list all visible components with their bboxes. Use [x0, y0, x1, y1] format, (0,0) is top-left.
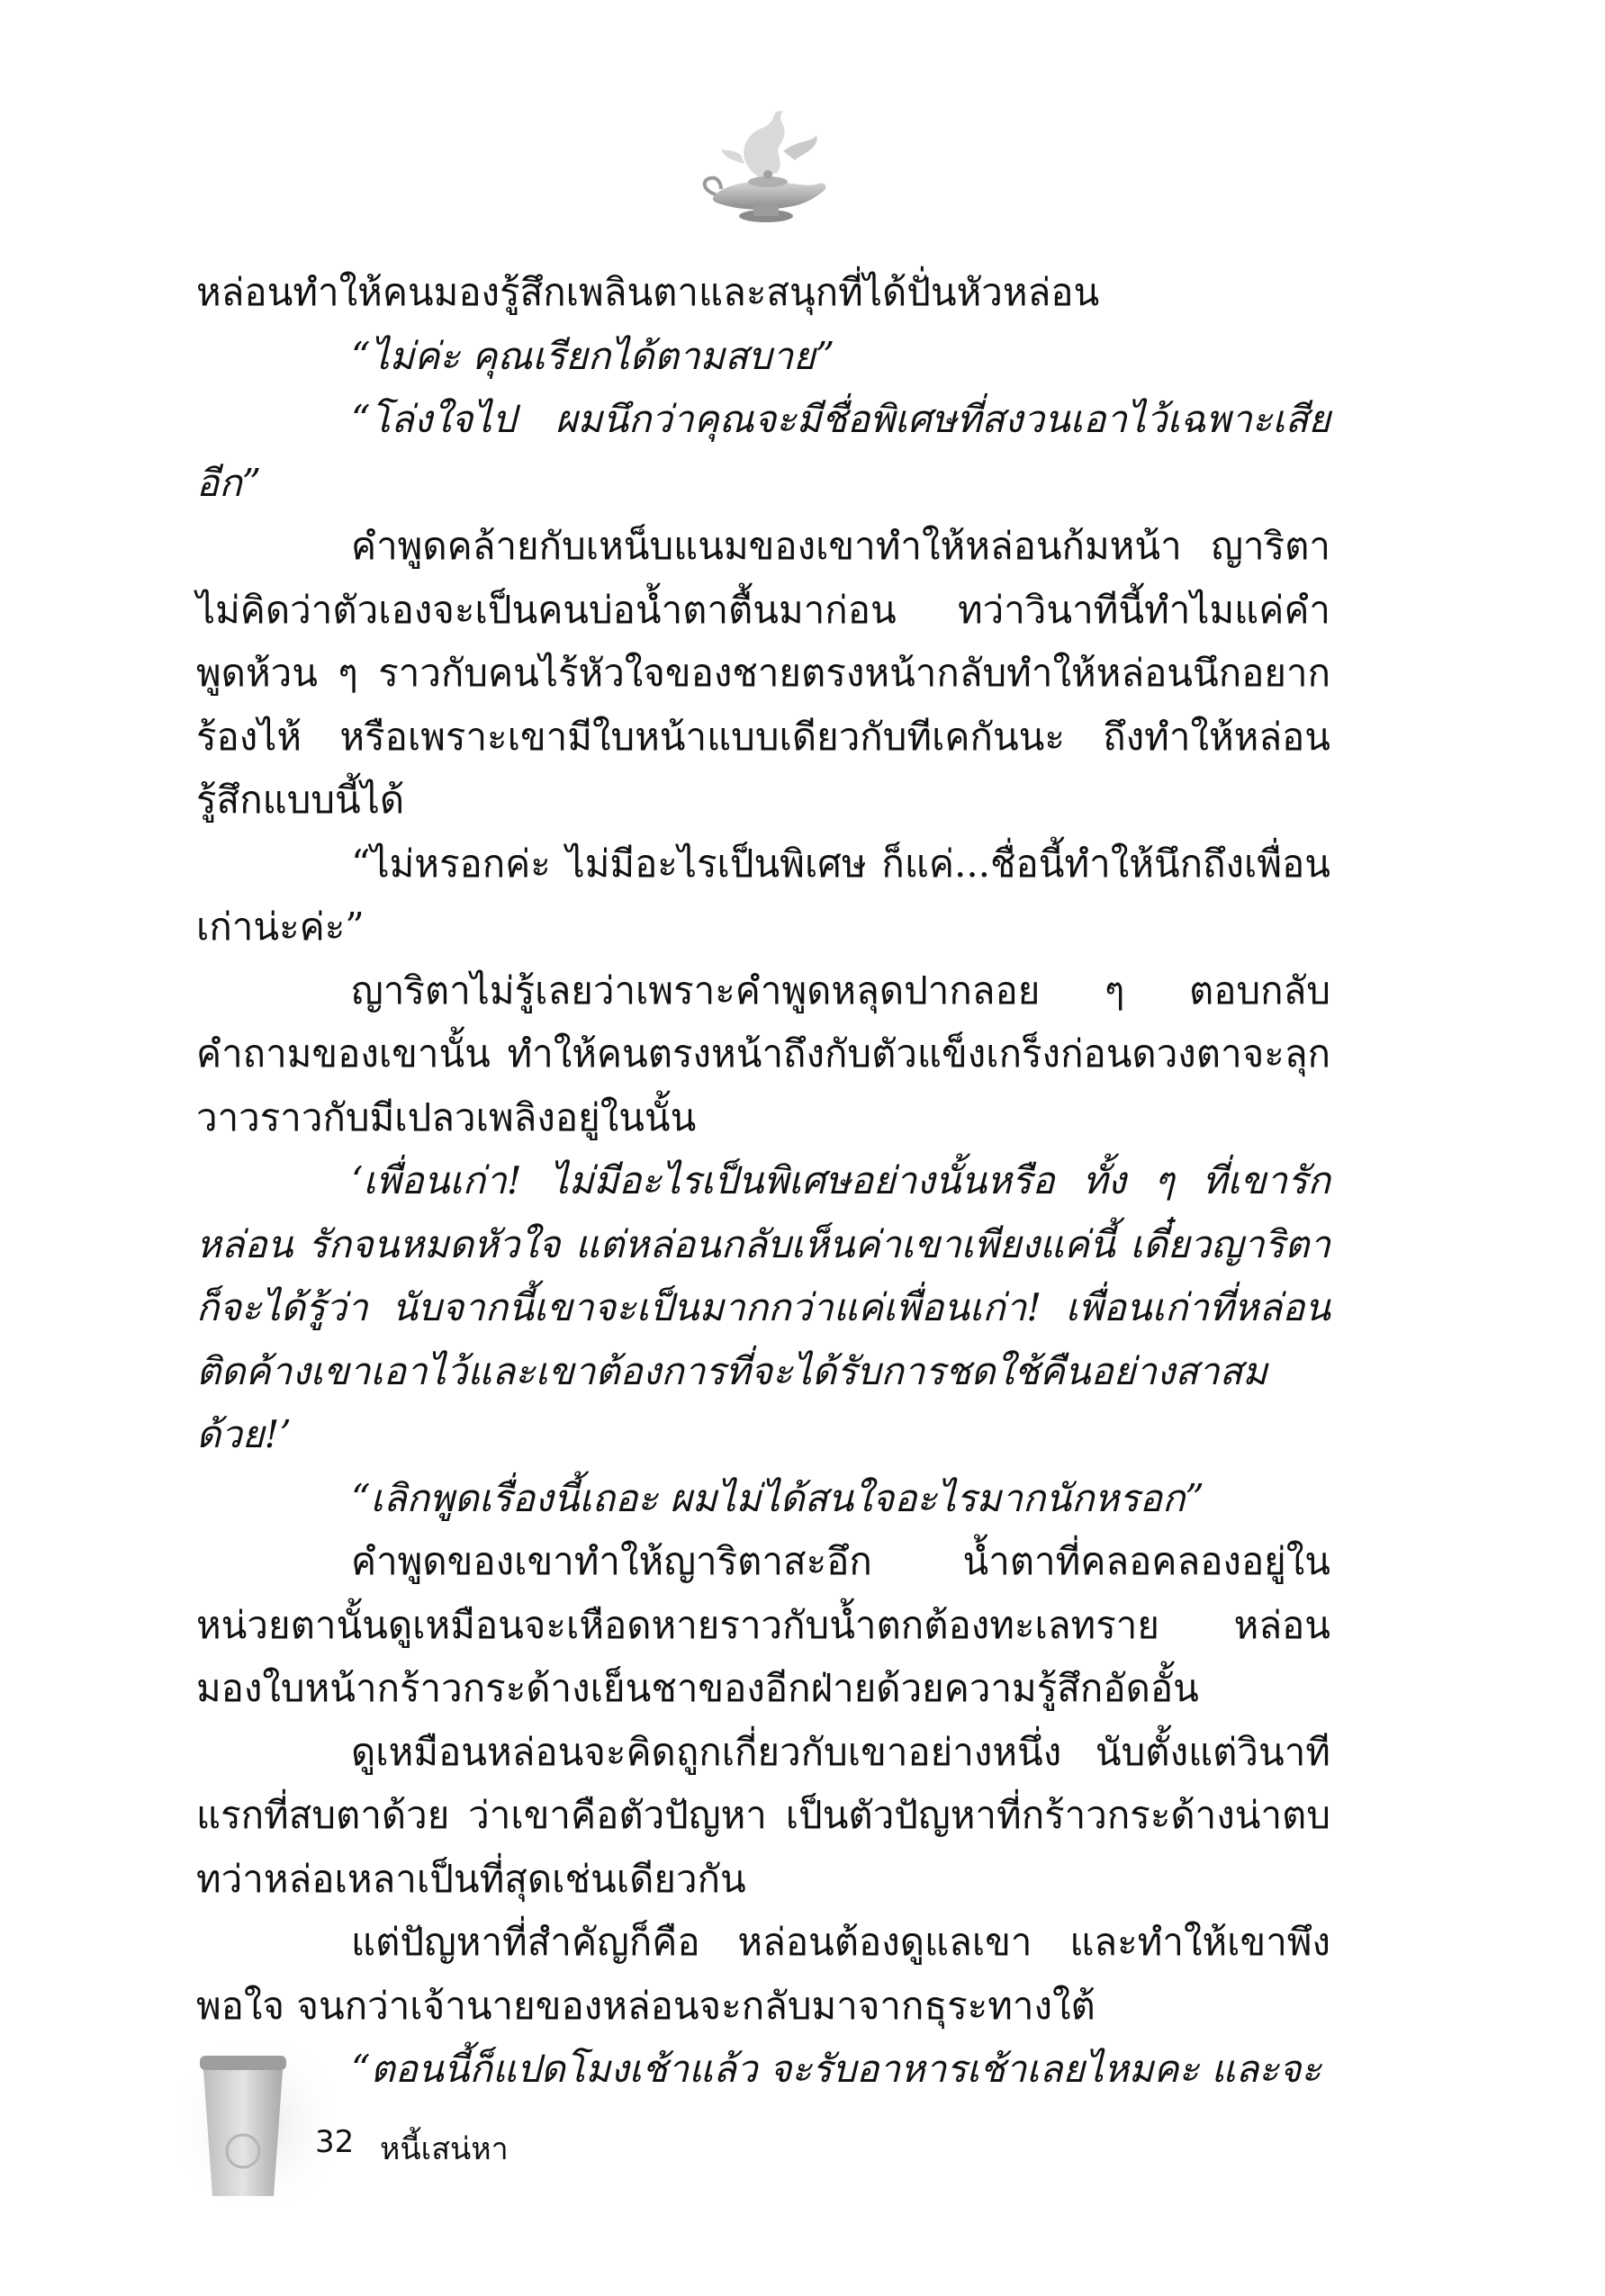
paragraph-11: แต่ปัญหาที่สำคัญก็คือ หล่อนต้องดูแลเขา และทำให้เขาพึงพอใจ จนกว่าเจ้านายของหล่อนจะกลับมาจากธุระทางใต้ — [196, 1920, 1330, 2028]
paragraph-6: ญาริตาไม่รู้เลยว่าเพราะคำพูดหลุดปากลอย ๆ ตอบกลับคำถามของเขานั้น ทำให้คนตรงหน้าถึงกับตัวแข็งเกร็งก่อนดวงตาจะลุกวาวราวกับมีเปลวเพลิงอยู่ในนั้น — [196, 968, 1330, 1139]
page-number: 32 — [315, 2124, 355, 2160]
paragraph-5: “ไม่หรอกค่ะ ไม่มีอะไรเป็นพิเศษ ก็แค่...ชื่อนี้ทำให้นึกถึงเพื่อนเก่าน่ะค่ะ” — [196, 841, 1330, 949]
page-footer — [180, 2043, 720, 2205]
paragraph-1: หล่อนทำให้คนมองรู้สึกเพลินตาและสนุกที่ได้ปั่นหัวหล่อน — [196, 270, 1100, 314]
paragraph-4: คำพูดคล้ายกับเหน็บแนมของเขาทำให้หล่อนก้มหน้า ญาริตาไม่คิดว่าตัวเองจะเป็นคนบ่อน้ำตาตื้นมาก่อน ทว่าวินาทีนี้ทำไมแค่คำพูดห้วน ๆ ราวกับคนไร้หัวใจของชายตรงหน้ากลับทำให้หล่อนนึกอยากร้องไห้ หรือเพราะเขามีใบหน้าแบบเดียวกับทีเคกันนะ ถึงทำให้หล่อนรู้สึกแบบนี้ได้ — [196, 524, 1330, 822]
book-title: หนี้เสน่หา — [380, 2131, 509, 2167]
paragraph-2: “ไม่ค่ะ คุณเรียกได้ตามสบาย” — [351, 333, 835, 378]
body-text — [196, 261, 1330, 2102]
paragraph-3: “โล่งใจไป ผมนึกว่าคุณจะมีชื่อพิเศษที่สงวนเอาไว้เฉพาะเสียอีก” — [196, 397, 1330, 505]
paragraph-12: “ตอนนี้ก็แปดโมงเช้าแล้ว จะรับอาหารเช้าเลยไหมคะ และจะ — [351, 2047, 1321, 2091]
paragraph-7: ‘เพื่อนเก่า! ไม่มีอะไรเป็นพิเศษอย่างนั้นหรือ ทั้ง ๆ ที่เขารักหล่อน รักจนหมดหัวใจ แต่หล่อนกลับเห็นค่าเขาเพียงแค่นี้ เดี๋ยวญาริตาก็จะได้รู้ว่า นับจากนี้เขาจะเป็นมากกว่าแค่เพื่อนเก่า! เพื่อนเก่าที่หล่อนติดค้างเขาเอาไว้และเขาต้องการที่จะได้รับการชดใช้คืนอย่างสาสมด้วย!’ — [196, 1158, 1330, 1456]
paragraph-8: “เลิกพูดเรื่องนี้เถอะ ผมไม่ได้สนใจอะไรมากนักหรอก” — [351, 1475, 1204, 1520]
magic-lamp-icon — [698, 108, 837, 230]
paragraph-10: ดูเหมือนหล่อนจะคิดถูกเกี่ยวกับเขาอย่างหนึ่ง นับตั้งแต่วินาทีแรกที่สบตาด้วย ว่าเขาคือตัวปัญหา เป็นตัวปัญหาที่กร้าวกระด้างน่าตบ ทว่าหล่อเหลาเป็นที่สุดเช่นเดียวกัน — [196, 1729, 1330, 1901]
paragraph-9: คำพูดของเขาทำให้ญาริตาสะอึก น้ำตาที่คลอคลองอยู่ในหน่วยตานั้นดูเหมือนจะเหือดหายราวกับน้ำตกต้องทะเลทราย หล่อนมองใบหน้ากร้าวกระด้างเย็นชาของอีกฝ่ายด้วยความรู้สึกอัดอั้น — [196, 1539, 1330, 1710]
coffee-cup-icon — [180, 2043, 333, 2205]
